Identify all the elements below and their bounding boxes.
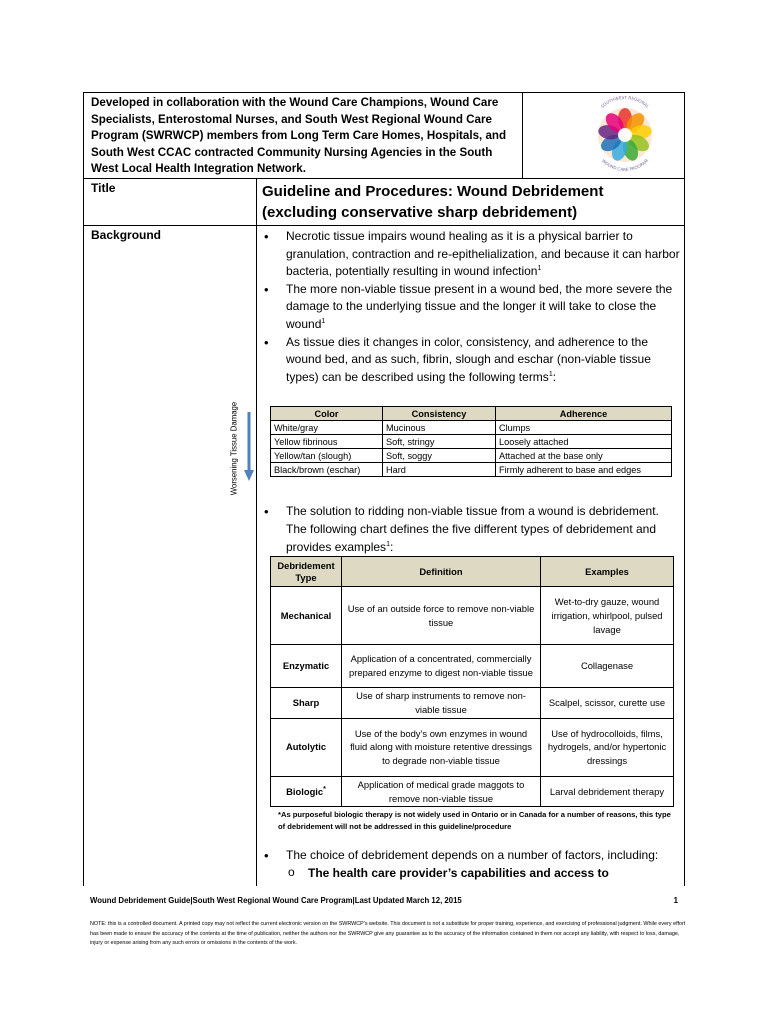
cell-adherence: Loosely attached xyxy=(496,435,672,449)
table-row xyxy=(271,463,672,477)
cell-definition: Application of a concentrated, commercially prepared enzyme to digest non-viable tissue xyxy=(342,645,541,688)
debridement-types-table xyxy=(270,556,674,807)
cell-consistency: Hard xyxy=(383,463,496,477)
collaboration-statement: Developed in collaboration with the Wound Care Champions, Wound Care Specialists, Enterostomal Nurses, and South West Regional Wound Care Program (SWRWCP) members from Long Term Care Homes, Hospitals, and South West CCAC contracted Community Nursing Agencies in the South West Local Health Integration Network. xyxy=(91,96,507,176)
background-content xyxy=(262,228,682,882)
worsening-tissue-text: Worsening Tissue Damage xyxy=(229,401,239,496)
table-row xyxy=(271,645,674,688)
table-header-row xyxy=(271,557,674,587)
biologic-footnote: *As purposeful biologic therapy is not widely used in Ontario or in Canada for a number of reasons, this type of debridement will not be addressed in this guideline/procedure xyxy=(278,810,671,832)
cell-type: Enzymatic xyxy=(271,645,342,688)
background-label: Background xyxy=(91,228,162,242)
cell-examples: Wet-to-dry gauze, wound irrigation, whirlpool, pulsed lavage xyxy=(541,587,674,645)
cell-definition: Application of medical grade maggots to remove non-viable tissue xyxy=(342,776,541,807)
cell-adherence: Firmly adherent to base and edges xyxy=(496,463,672,477)
header-color: Color xyxy=(271,407,383,421)
bullet-debridement-solution: • The solution to ridding non-viable tissue from a wound is debridement. The following chart defines the five different types of debridement and provides examples$^1$: xyxy=(262,503,682,556)
title-row xyxy=(84,178,684,226)
cell-color: Yellow fibrinous xyxy=(271,435,383,449)
bullet-necrotic-tissue: • Necrotic tissue impairs wound healing as it is a physical barrier to granulation, contraction and re-epithelialization, and because it can harbor bacteria, potentially resulting in wound infection$^1$ xyxy=(262,228,682,281)
page-number: 1 xyxy=(673,896,678,905)
cell-consistency: Mucinous xyxy=(383,421,496,435)
cell-type: Autolytic xyxy=(271,718,342,776)
header-adherence: Adherence xyxy=(496,407,672,421)
header-debridement-type: Debridement Type xyxy=(271,557,342,587)
cell-type: Biologic* xyxy=(271,776,342,807)
title-line-2: (excluding conservative sharp debridement) xyxy=(262,204,578,221)
bullet-choice-factors: • The choice of debridement depends on a number of factors, including: xyxy=(262,847,682,865)
svg-text:SOUTHWEST REGIONAL xyxy=(600,95,651,109)
header-consistency: Consistency xyxy=(383,407,496,421)
cell-type: Mechanical xyxy=(271,587,342,645)
column-divider xyxy=(256,178,257,886)
table-row xyxy=(271,587,674,645)
footer-text: Wound Debridement Guide|South West Regional Wound Care Program|Last Updated March 12, 2015 xyxy=(90,896,462,905)
cell-examples: Larval debridement therapy xyxy=(541,776,674,807)
cell-examples: Scalpel, scissor, curette use xyxy=(541,688,674,719)
footer xyxy=(90,896,678,905)
bullet-list-2 xyxy=(262,503,682,556)
sub-bullet-provider: o The health care provider’s capabilities and access to xyxy=(262,865,682,882)
cell-consistency: Soft, stringy xyxy=(383,435,496,449)
table-row xyxy=(271,421,672,435)
table-row xyxy=(271,688,674,719)
cell-definition: Use of the body’s own enzymes in wound fluid along with moisture retentive dressings to degrade non-viable tissue xyxy=(342,718,541,776)
cell-examples: Use of hydrocolloids, films, hydrogels, and/or hypertonic dressings xyxy=(541,718,674,776)
table-row xyxy=(271,776,674,807)
logo-cell xyxy=(522,93,685,178)
table-header-row xyxy=(271,407,672,421)
bullet-tissue-terms: • As tissue dies it changes in color, consistency, and adherence to the wound bed, and as such, fibrin, slough and eschar (non-viable tissue types) can be described using the following terms$^1$: xyxy=(262,334,682,387)
document-title xyxy=(262,181,682,223)
header-definition: Definition xyxy=(342,557,541,587)
disclaimer-notice: NOTE: this is a controlled document. A printed copy may not reflect the current electronic version on the SWRWCP’s website. This document is not a substitute for proper training, experience, and exercising of professional judgment. While every effort has been made to ensure the accuracy of the contents at the time of publication, neither the authors nor the SWRWCP give any guarantee as to the accuracy of the information contained in them nor accept any liability, with respect to loss, damage, injury or expense arising from any such errors or omissions in the contents of the work. xyxy=(90,921,686,947)
down-arrow-icon xyxy=(244,412,254,482)
logo-text-bottom: WOUND CARE PROGRAM xyxy=(600,158,650,173)
cell-definition: Use of an outside force to remove non-viable tissue xyxy=(342,587,541,645)
header-row xyxy=(84,93,684,179)
cell-consistency: Soft, soggy xyxy=(383,449,496,463)
biologic-asterisk: * xyxy=(323,785,326,793)
cell-color: White/gray xyxy=(271,421,383,435)
cell-definition: Use of sharp instruments to remove non-viable tissue xyxy=(342,688,541,719)
logo-text-top: SOUTHWEST REGIONAL xyxy=(599,94,651,109)
table-row xyxy=(271,718,674,776)
cell-color: Black/brown (eschar) xyxy=(271,463,383,477)
swrwcp-logo xyxy=(523,93,685,178)
cell-adherence: Attached at the base only xyxy=(496,449,672,463)
guideline-table xyxy=(83,92,685,886)
title-label: Title xyxy=(91,181,116,195)
cell-color: Yellow/tan (slough) xyxy=(271,449,383,463)
cell-examples: Collagenase xyxy=(541,645,674,688)
table-row xyxy=(271,449,672,463)
bullet-non-viable-tissue: • The more non-viable tissue present in a wound bed, the more severe the damage to the underlying tissue and the longer it will take to close the wound$^1$ xyxy=(262,281,682,334)
worsening-tissue-label xyxy=(229,396,239,504)
bullet-list xyxy=(262,228,682,386)
cell-adherence: Clumps xyxy=(496,421,672,435)
header-examples: Examples xyxy=(541,557,674,587)
tissue-characteristics-table xyxy=(270,406,672,477)
cell-type: Sharp xyxy=(271,688,342,719)
table-row xyxy=(271,435,672,449)
title-line-1: Guideline and Procedures: Wound Debridement xyxy=(262,183,604,200)
bullet-list-3 xyxy=(262,847,682,865)
